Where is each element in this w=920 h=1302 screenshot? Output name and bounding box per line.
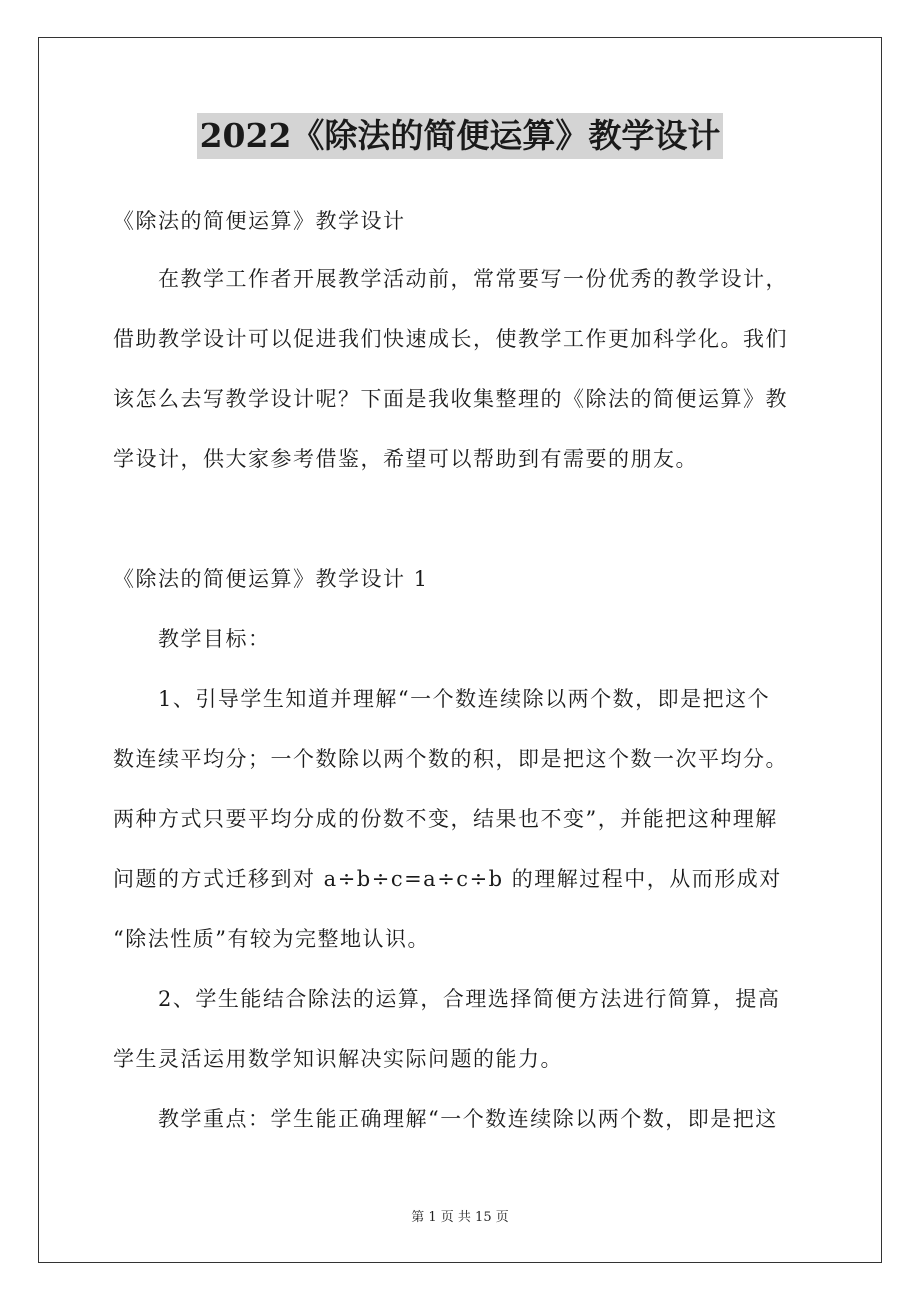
paragraph-line: 教学重点：学生能正确理解“一个数连续除以两个数，即是把这 — [158, 1107, 778, 1131]
section-heading: 《除法的简便运算》教学设计 1 — [113, 567, 429, 591]
document-title-wrapper — [0, 113, 920, 159]
paragraph-line: 教学目标： — [158, 627, 271, 651]
paragraph-line: 1、引导学生知道并理解“一个数连续除以两个数，即是把这个 — [158, 687, 771, 711]
paragraph-line: 问题的方式迁移到对 a÷b÷c=a÷c÷b 的理解过程中，从而形成对 — [113, 867, 782, 891]
paragraph-line: 学生灵活运用数学知识解决实际问题的能力。 — [113, 1047, 563, 1071]
paragraph-line: 两种方式只要平均分成的份数不变，结果也不变”，并能把这种理解 — [113, 807, 778, 831]
paragraph-line: 数连续平均分；一个数除以两个数的积，即是把这个数一次平均分。 — [113, 747, 788, 771]
section-heading: 《除法的简便运算》教学设计 — [113, 209, 406, 233]
document-title: 2022《除法的简便运算》教学设计 — [197, 113, 724, 159]
page-footer: 第 1 页 共 15 页 — [411, 1210, 509, 1225]
paragraph-line: 2、学生能结合除法的运算，合理选择简便方法进行简算，提高 — [158, 987, 781, 1011]
paragraph-line: “除法性质”有较为完整地认识。 — [113, 927, 430, 951]
paragraph-line: 学设计，供大家参考借鉴，希望可以帮助到有需要的朋友。 — [113, 447, 698, 471]
paragraph-line: 在教学工作者开展教学活动前，常常要写一份优秀的教学设计， — [158, 267, 788, 291]
paragraph-line: 借助教学设计可以促进我们快速成长，使教学工作更加科学化。我们 — [113, 327, 788, 351]
paragraph-line: 该怎么去写教学设计呢？下面是我收集整理的《除法的简便运算》教 — [113, 387, 788, 411]
